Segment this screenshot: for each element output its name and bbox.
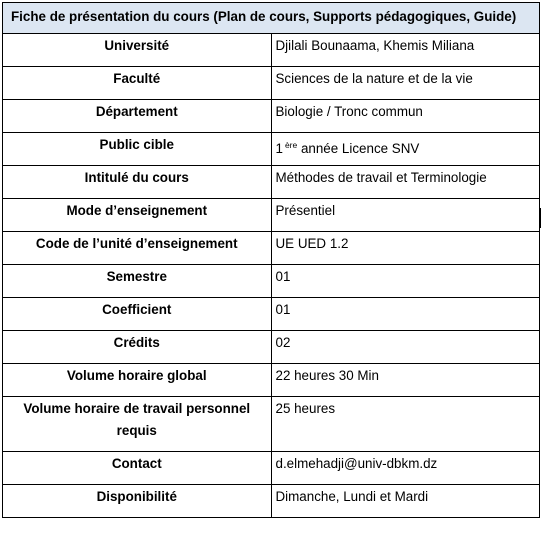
row-value-departement: Biologie / Tronc commun <box>271 100 540 133</box>
row-label-contact: Contact <box>3 452 272 485</box>
public-cible-number: 1 <box>275 141 283 156</box>
row-value-coefficient: 01 <box>271 298 540 331</box>
row-value-public-cible <box>271 133 540 166</box>
row-value-volume-personnel: 25 heures <box>271 397 540 452</box>
row-label-semestre: Semestre <box>3 265 272 298</box>
public-cible-text: année Licence SNV <box>297 141 420 156</box>
table-row <box>3 34 540 67</box>
table-row <box>3 298 540 331</box>
row-label-universite: Université <box>3 34 272 67</box>
table-row <box>3 364 540 397</box>
row-value-code-ue: UE UED 1.2 <box>271 232 540 265</box>
table-row <box>3 265 540 298</box>
row-value-faculte: Sciences de la nature et de la vie <box>271 67 540 100</box>
row-label-faculte: Faculté <box>3 67 272 100</box>
row-label-mode: Mode d’enseignement <box>3 199 272 232</box>
row-label-volume-global: Volume horaire global <box>3 364 272 397</box>
row-value-credits: 02 <box>271 331 540 364</box>
table-row <box>3 133 540 166</box>
row-value-contact: d.elmehadji@univ-dbkm.dz <box>271 452 540 485</box>
table-row <box>3 331 540 364</box>
public-cible-superscript: ère <box>284 140 298 150</box>
table-title: Fiche de présentation du cours (Plan de cours, Supports pédagogiques, Guide) <box>3 3 540 34</box>
row-value-universite: Djilali Bounaama, Khemis Miliana <box>271 34 540 67</box>
table-row <box>3 67 540 100</box>
table-row <box>3 166 540 199</box>
row-label-volume-personnel: Volume horaire de travail personnel requis <box>3 397 272 452</box>
row-label-credits: Crédits <box>3 331 272 364</box>
row-value-intitule: Méthodes de travail et Terminologie <box>271 166 540 199</box>
row-value-semestre: 01 <box>271 265 540 298</box>
course-info-table <box>2 2 540 518</box>
table-row <box>3 397 540 452</box>
row-label-coefficient: Coefficient <box>3 298 272 331</box>
table-row <box>3 232 540 265</box>
table-row <box>3 485 540 518</box>
row-label-departement: Département <box>3 100 272 133</box>
text-cursor-mark <box>539 208 541 228</box>
table-row <box>3 199 540 232</box>
table-row <box>3 452 540 485</box>
row-label-intitule: Intitulé du cours <box>3 166 272 199</box>
table-title-row <box>3 3 540 34</box>
row-value-disponibilite: Dimanche, Lundi et Mardi <box>271 485 540 518</box>
table-row <box>3 100 540 133</box>
row-label-code-ue: Code de l’unité d’enseignement <box>3 232 272 265</box>
row-value-mode: Présentiel <box>271 199 540 232</box>
row-label-public-cible: Public cible <box>3 133 272 166</box>
row-label-disponibilite: Disponibilité <box>3 485 272 518</box>
row-value-volume-global: 22 heures 30 Min <box>271 364 540 397</box>
